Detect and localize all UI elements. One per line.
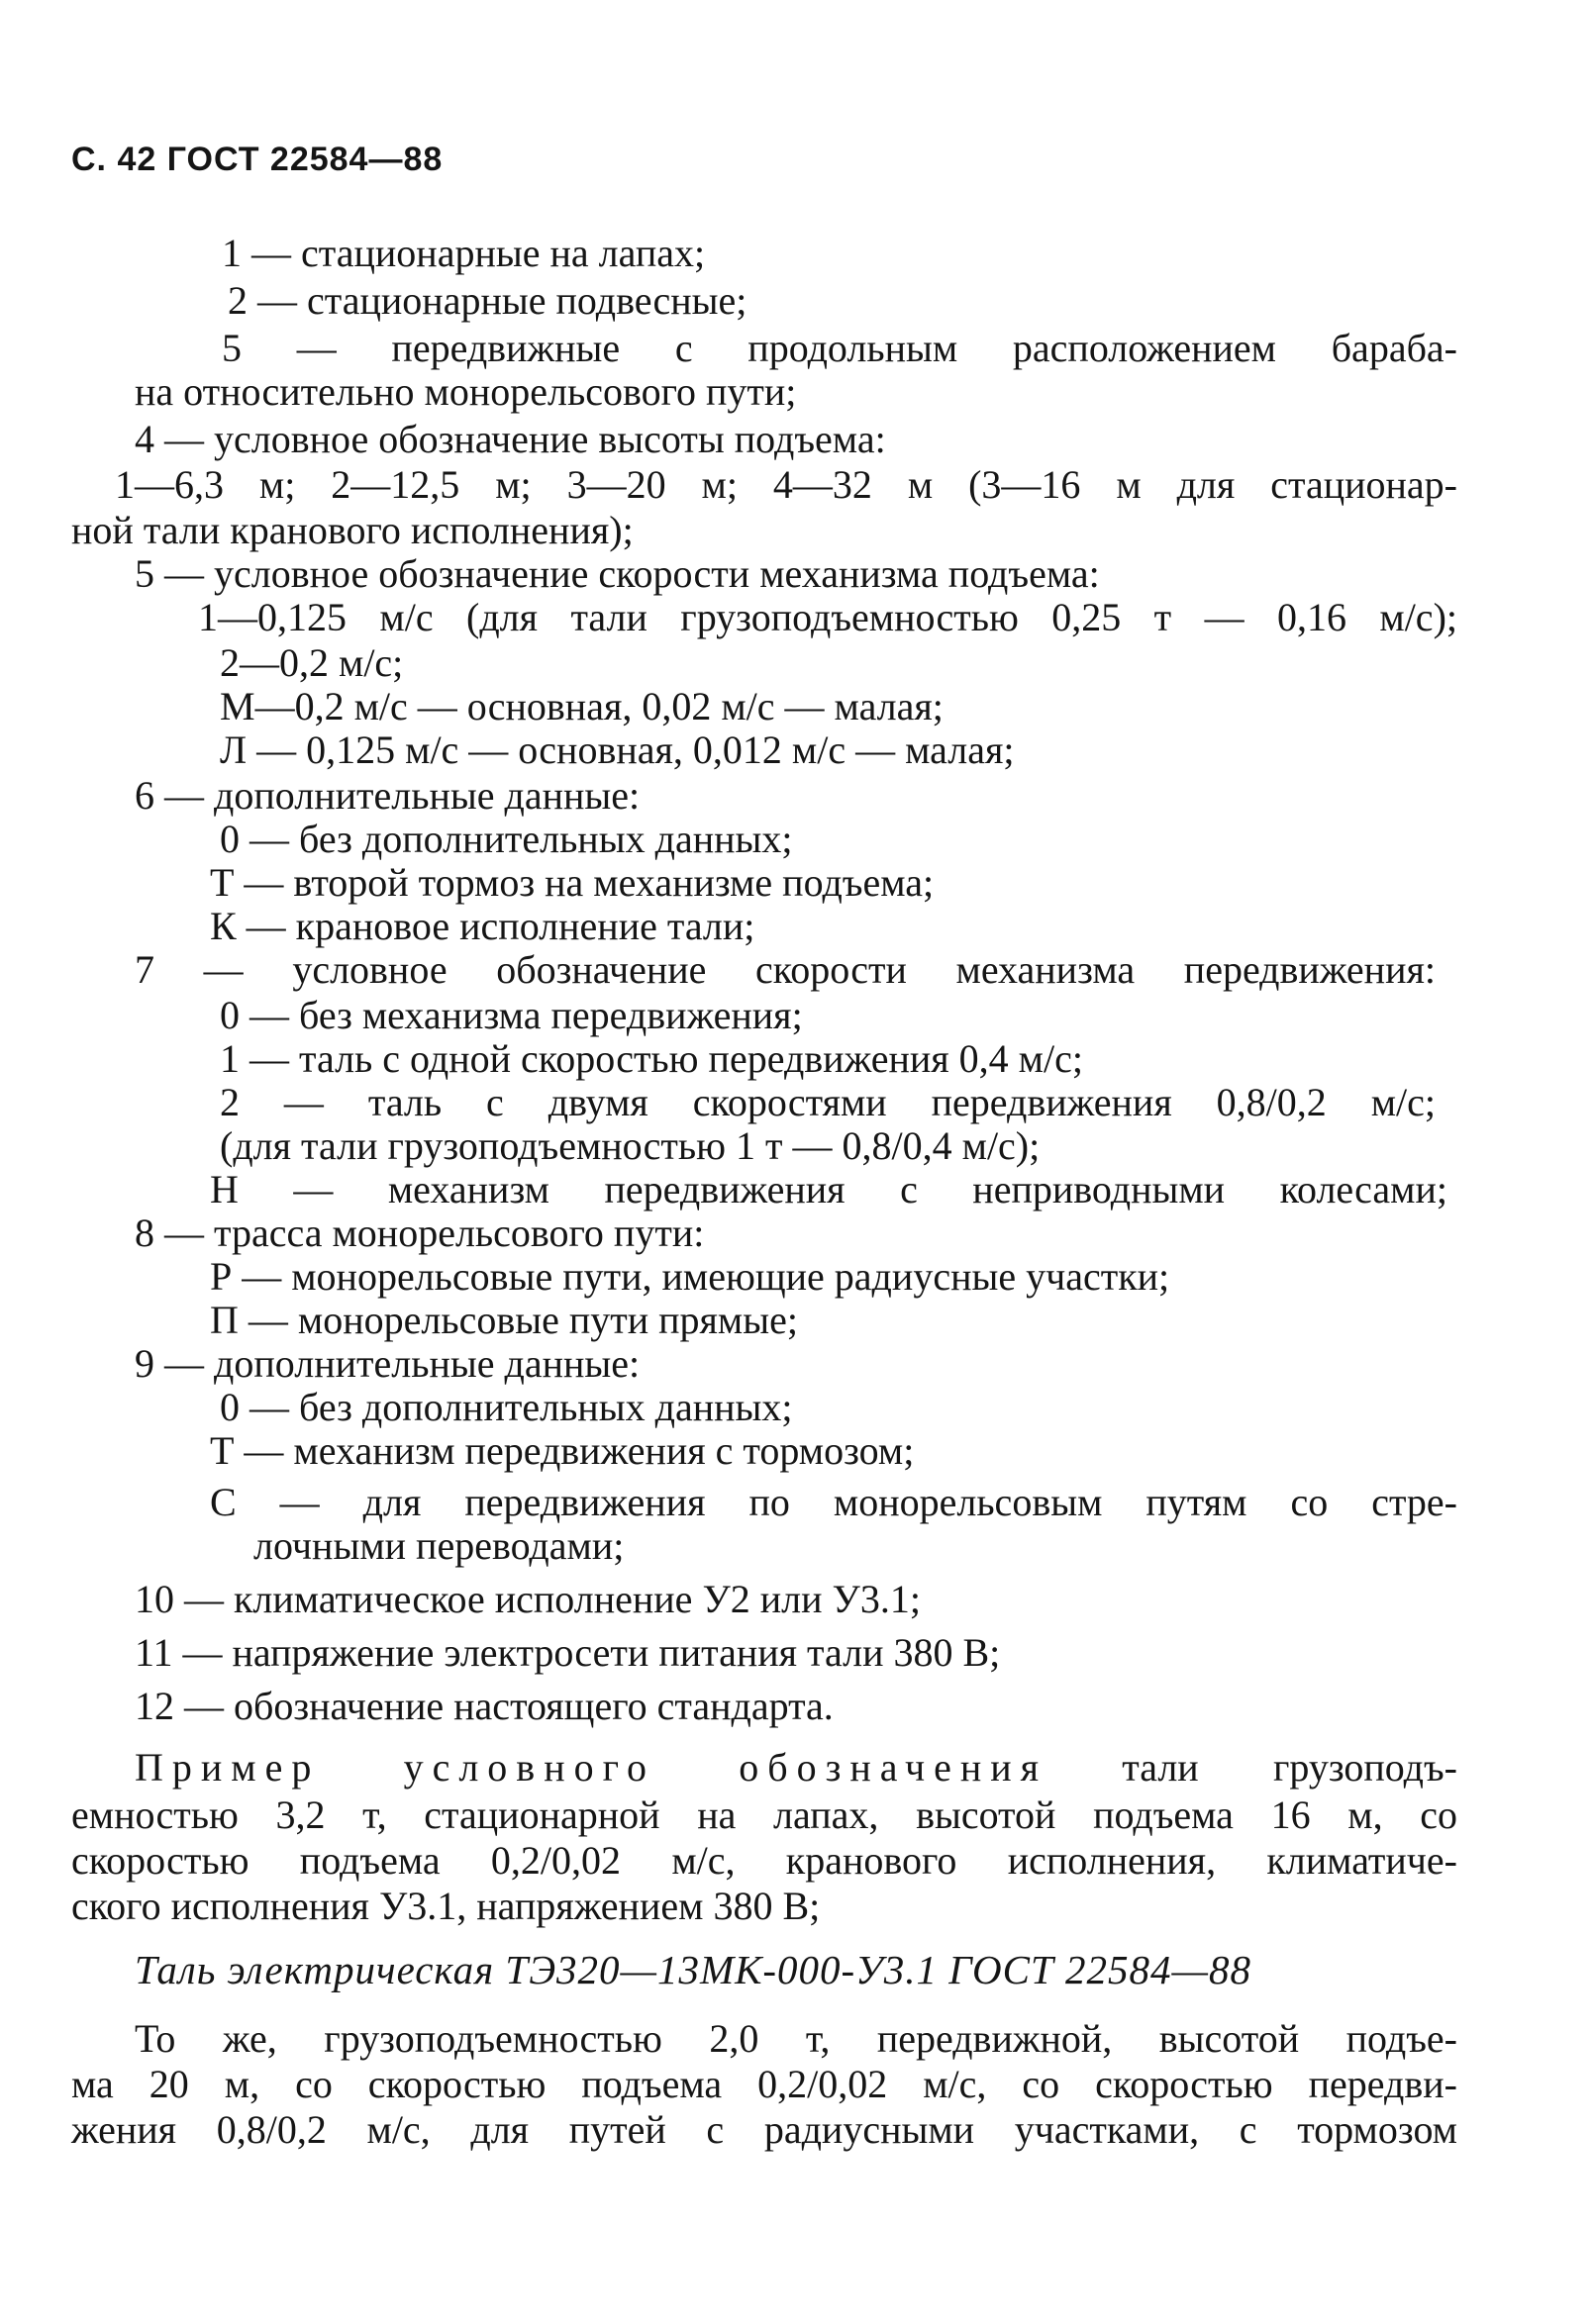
list-item: 0 — без дополнительных данных; — [220, 1385, 793, 1429]
list-item: Л — 0,125 м/с — основная, 0,012 м/с — малая; — [220, 727, 1015, 772]
list-item: С — для передвижения по монорельсовым путям со стре- — [210, 1480, 1457, 1524]
list-item: 2 — стационарные подвесные; — [228, 278, 747, 323]
list-item: 5 — передвижные с продольным расположением бараба- — [222, 326, 1457, 370]
list-item: 2—0,2 м/с; — [220, 640, 404, 685]
list-item: П — монорельсовые пути прямые; — [210, 1298, 798, 1342]
example-lead: Пример условного обозначения — [135, 1745, 1048, 1790]
designation-example: Таль электрическая ТЭ320—13МК-000-У3.1 ГОСТ 22584—88 — [135, 1947, 1252, 1992]
example-first-line — [135, 1744, 1457, 1791]
list-item: (для тали грузоподъемностью 1 т — 0,8/0,4 м/с); — [220, 1123, 1041, 1168]
list-item: 0 — без дополнительных данных; — [220, 817, 793, 861]
page-header: С. 42 ГОСТ 22584—88 — [71, 141, 444, 178]
example-line: скоростью подъема 0,2/0,02 м/с, кранового исполнения, климатиче- — [71, 1838, 1457, 1883]
list-item: 1—6,3 м; 2—12,5 м; 3—20 м; 4—32 м (3—16 м для стационар- — [115, 462, 1457, 507]
list-item: 11 — напряжение электросети питания тали 380 В; — [135, 1630, 1001, 1675]
continuation-line: То же, грузоподъемностью 2,0 т, передвижной, высотой подъе- — [135, 2016, 1457, 2061]
list-item: 1 — стационарные на лапах; — [222, 231, 706, 275]
example-line: емностью 3,2 т, стационарной на лапах, высотой подъема 16 м, со — [71, 1792, 1457, 1837]
list-item: 5 — условное обозначение скорости механизма подъема: — [135, 551, 1100, 596]
list-item: 6 — дополнительные данные: — [135, 773, 641, 818]
list-item: на относительно монорельсового пути; — [135, 369, 797, 414]
list-item: 1 — таль с одной скоростью передвижения 0,4 м/с; — [220, 1036, 1083, 1081]
list-item: 0 — без механизма передвижения; — [220, 993, 803, 1037]
list-item: ной тали кранового исполнения); — [71, 508, 634, 552]
list-item: 7 — условное обозначение скорости механизма передвижения: — [135, 947, 1436, 992]
list-item: Р — монорельсовые пути, имеющие радиусные участки; — [210, 1254, 1170, 1299]
example-line: ского исполнения У3.1, напряжением 380 В; — [71, 1884, 821, 1928]
list-item: Т — механизм передвижения с тормозом; — [210, 1428, 915, 1473]
list-item: К — крановое исполнение тали; — [210, 904, 755, 948]
list-item: 8 — трасса монорельсового пути: — [135, 1210, 705, 1255]
list-item: 12 — обозначение настоящего стандарта. — [135, 1684, 834, 1728]
list-item: Н — механизм передвижения с неприводными колесами; — [210, 1167, 1447, 1211]
list-item: лочными переводами; — [253, 1523, 625, 1568]
continuation-line: жения 0,8/0,2 м/с, для путей с радиусными участками, с тормозом — [71, 2107, 1457, 2152]
list-item: 1—0,125 м/с (для тали грузоподъемностью 0,25 т — 0,16 м/с); — [198, 595, 1457, 639]
list-item: 4 — условное обозначение высоты подъема: — [135, 417, 886, 461]
list-item: М—0,2 м/с — основная, 0,02 м/с — малая; — [220, 684, 944, 728]
example-lead-rest: тали грузоподъ- — [1122, 1745, 1457, 1790]
list-item: 10 — климатическое исполнение У2 или У3.1; — [135, 1577, 921, 1621]
list-item: 2 — таль с двумя скоростями передвижения 0,8/0,2 м/с; — [220, 1080, 1436, 1124]
list-item: 9 — дополнительные данные: — [135, 1341, 641, 1386]
list-item: Т — второй тормоз на механизме подъема; — [210, 860, 935, 905]
continuation-line: ма 20 м, со скоростью подъема 0,2/0,02 м/с, со скоростью передви- — [71, 2062, 1457, 2106]
